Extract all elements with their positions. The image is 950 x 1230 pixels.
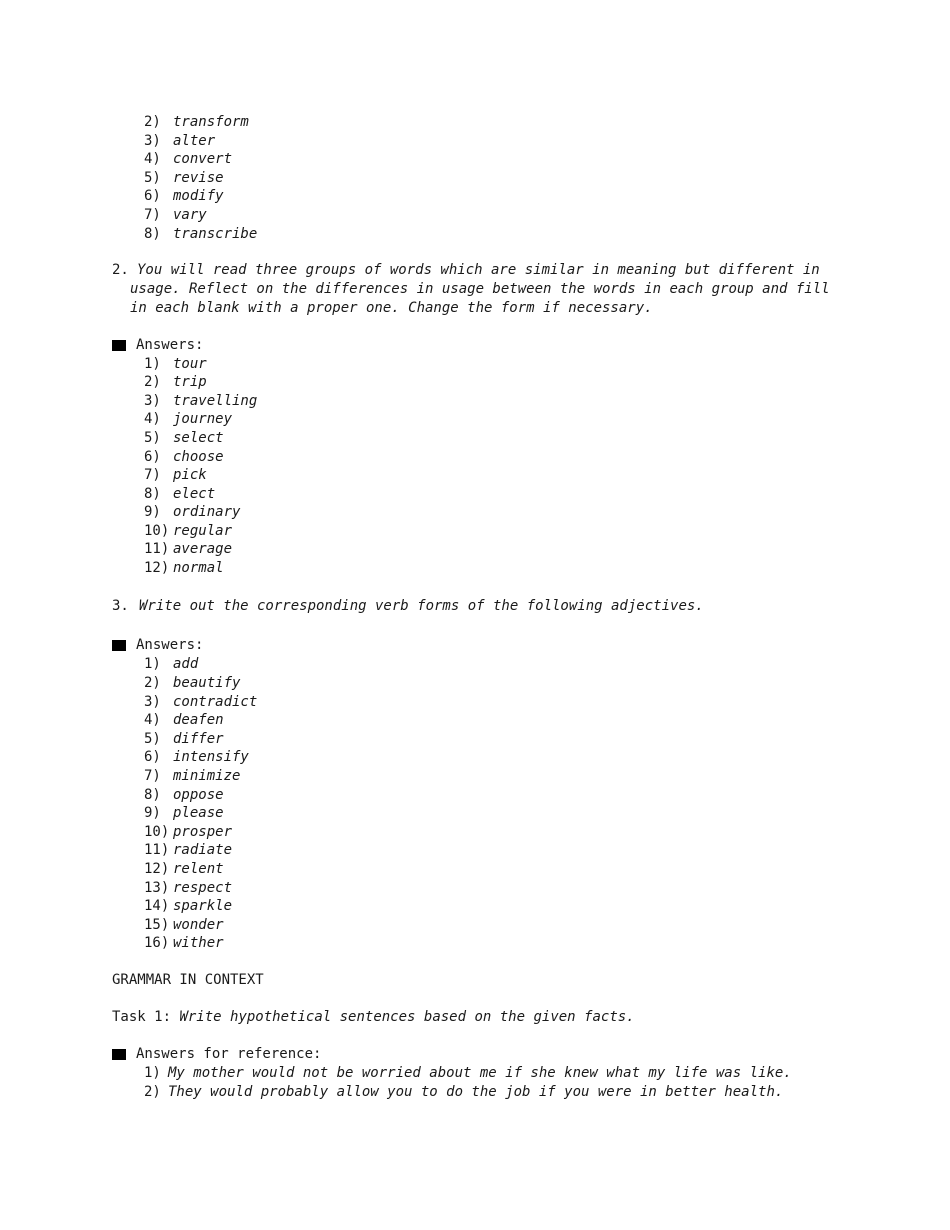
list-item: [112, 897, 852, 916]
list-item-answer: transform: [173, 114, 249, 130]
question-3-number: 3.: [112, 597, 129, 614]
list-item-number: 2): [144, 114, 161, 130]
bullet-square-icon: [112, 1049, 126, 1060]
list-item: [112, 169, 852, 188]
list-item: [112, 860, 852, 879]
task-1-answer-list: [112, 1064, 852, 1101]
list-item-number: 9): [144, 504, 161, 521]
list-item-number: 12): [144, 861, 170, 877]
list-item-answer: deafen: [173, 712, 224, 729]
task-1-label: Task 1:: [112, 1008, 172, 1025]
list-item-number: 4): [144, 151, 161, 168]
list-item: [112, 225, 852, 244]
list-item-answer: journey: [173, 411, 233, 428]
list-item: [112, 879, 852, 898]
list-item-answer: add: [173, 656, 199, 673]
question-2-answer-list: [112, 355, 852, 578]
list-item: [112, 916, 852, 935]
list-item-answer: wither: [173, 935, 224, 952]
grammar-heading: GRAMMAR IN CONTEXT: [112, 971, 264, 988]
list-item-answer: respect: [173, 879, 233, 896]
list-item: [112, 823, 852, 842]
question-2-number: 2.: [112, 262, 129, 279]
list-item-number: 2): [144, 1083, 161, 1100]
list-item: [112, 206, 852, 225]
answers-heading-q3: [112, 636, 852, 655]
list-item-number: 1): [144, 355, 161, 372]
list-item-number: 3): [144, 132, 161, 149]
list-item-answer: My mother would not be worried about me if she knew what my life was like.: [168, 1064, 792, 1081]
list-item-number: 14): [144, 898, 170, 915]
list-item: [112, 674, 852, 693]
list-item-answer: average: [173, 541, 233, 558]
list-item-number: 6): [144, 448, 161, 465]
list-item-number: 10): [144, 522, 170, 539]
list-item: [112, 355, 852, 374]
list-item-number: 4): [144, 712, 161, 729]
list-item-answer: relent: [173, 861, 224, 877]
list-item: [112, 187, 852, 206]
list-item-answer: select: [173, 429, 224, 446]
list-item: [112, 132, 852, 151]
list-item: [112, 1083, 852, 1102]
task-1: [112, 1008, 852, 1027]
task-1-text: Write hypothetical sentences based on the given facts.: [179, 1008, 635, 1025]
list-item-answer: revise: [173, 169, 224, 186]
answers-label: Answers:: [136, 637, 204, 654]
list-item: [112, 150, 852, 169]
list-item: [112, 655, 852, 674]
list-item-number: 8): [144, 485, 161, 502]
list-item-answer: trip: [173, 374, 207, 391]
list-item-number: 5): [144, 169, 161, 186]
list-item-answer: sparkle: [173, 898, 233, 915]
section1-answer-list: [112, 113, 852, 243]
question-2-text: You will read three groups of words which are similar in meaning but different in usage. Reflect on the differences in usage between the words in each group and fill in each blank with a proper one. Change the form if necessary.: [130, 262, 830, 316]
list-item: [112, 711, 852, 730]
list-item: [112, 113, 852, 132]
list-item-number: 15): [144, 916, 170, 933]
list-item-answer: transcribe: [173, 225, 258, 242]
list-item: [112, 485, 852, 504]
answers-heading-task1: [112, 1045, 852, 1064]
list-item-number: 8): [144, 225, 161, 242]
list-item-number: 1): [144, 656, 161, 673]
answers-heading-q2: [112, 336, 852, 355]
list-item: [112, 373, 852, 392]
list-item-number: 11): [144, 541, 170, 558]
list-item-number: 3): [144, 693, 161, 710]
list-item-number: 2): [144, 374, 161, 391]
list-item-answer: beautify: [173, 675, 241, 692]
list-item-answer: convert: [173, 151, 233, 168]
list-item-number: 2): [144, 675, 161, 692]
question-2: [112, 261, 850, 317]
list-item-answer: regular: [173, 522, 233, 539]
list-item-number: 7): [144, 467, 161, 484]
list-item: [112, 841, 852, 860]
list-item-number: 4): [144, 411, 161, 428]
list-item: [112, 748, 852, 767]
list-item-number: 3): [144, 392, 161, 409]
list-item-number: 6): [144, 188, 161, 205]
list-item-answer: ordinary: [173, 504, 241, 521]
list-item: [112, 540, 852, 559]
list-item-number: 16): [144, 935, 170, 952]
list-item: [112, 804, 852, 823]
list-item-answer: alter: [173, 132, 216, 149]
list-item-answer: intensify: [173, 749, 249, 766]
list-item: [112, 503, 852, 522]
list-item: [112, 429, 852, 448]
list-item-number: 8): [144, 786, 161, 803]
list-item-number: 1): [144, 1064, 161, 1081]
bullet-square-icon: [112, 640, 126, 651]
list-item-answer: elect: [173, 485, 216, 502]
question-3-text: Write out the corresponding verb forms of the following adjectives.: [139, 597, 704, 614]
list-item: [112, 466, 852, 485]
list-item-answer: prosper: [173, 823, 233, 840]
list-item-answer: minimize: [173, 768, 241, 785]
bullet-square-icon: [112, 340, 126, 351]
list-item-answer: wonder: [173, 916, 224, 933]
list-item-number: 6): [144, 749, 161, 766]
list-item: [112, 786, 852, 805]
list-item: [112, 392, 852, 411]
list-item-answer: differ: [173, 730, 224, 747]
list-item-number: 7): [144, 206, 161, 223]
list-item: [112, 522, 852, 541]
list-item: [112, 693, 852, 712]
list-item: [112, 1064, 852, 1083]
list-item-answer: modify: [173, 188, 224, 205]
list-item: [112, 730, 852, 749]
answers-label: Answers:: [136, 336, 204, 353]
list-item-number: 11): [144, 842, 170, 859]
list-item-answer: contradict: [173, 693, 258, 710]
question-3: [112, 597, 852, 616]
document-page: [112, 113, 852, 1101]
list-item-number: 5): [144, 429, 161, 446]
list-item: [112, 767, 852, 786]
list-item: [112, 448, 852, 467]
list-item-answer: tour: [173, 355, 207, 372]
list-item: [112, 934, 852, 953]
list-item-number: 9): [144, 805, 161, 822]
list-item-answer: radiate: [173, 842, 233, 859]
list-item-answer: normal: [173, 560, 224, 577]
list-item-number: 7): [144, 768, 161, 785]
list-item: [112, 410, 852, 429]
list-item-answer: pick: [173, 467, 207, 484]
list-item-number: 5): [144, 730, 161, 747]
list-item-answer: choose: [173, 448, 224, 465]
list-item-answer: vary: [173, 206, 207, 223]
list-item: [112, 559, 852, 578]
list-item-answer: They would probably allow you to do the job if you were in better health.: [168, 1083, 784, 1100]
list-item-answer: travelling: [173, 392, 258, 409]
question-3-answer-list: [112, 655, 852, 953]
list-item-number: 13): [144, 879, 170, 896]
list-item-answer: please: [173, 805, 224, 822]
list-item-number: 10): [144, 823, 170, 840]
reference-label: Answers for reference:: [136, 1045, 322, 1062]
list-item-answer: oppose: [173, 786, 224, 803]
list-item-number: 12): [144, 560, 170, 577]
